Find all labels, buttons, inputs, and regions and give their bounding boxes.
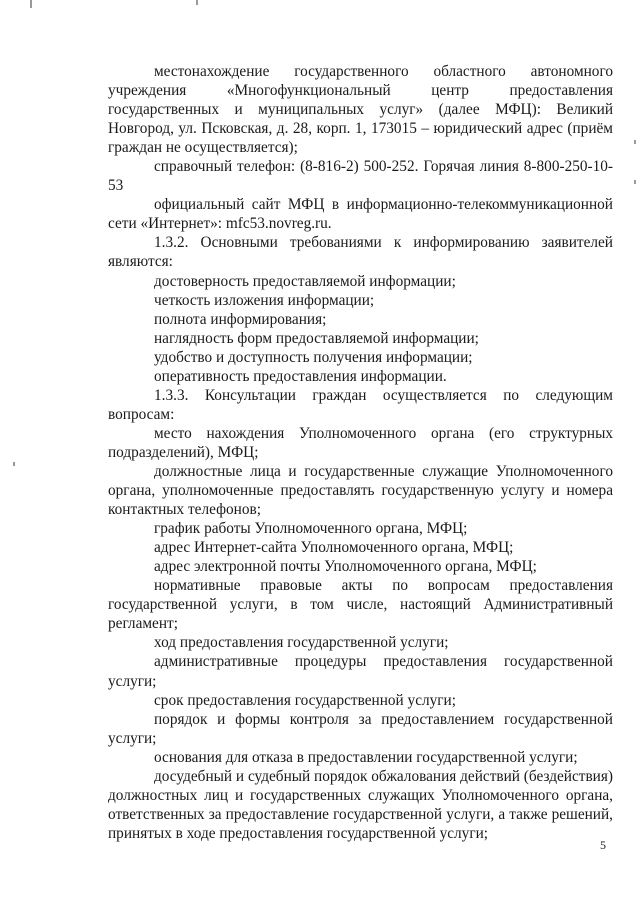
list-item: ход предоставления государственной услуги; [154, 634, 449, 652]
paragraph-website: официальный сайт МФЦ в информационно-телекоммуникационной сети «Интернет»: mfc53.novreg.ru. [108, 196, 613, 233]
list-item: удобство и доступность получения информации; [154, 348, 473, 366]
scan-mark [196, 0, 198, 5]
paragraph-section-1-3-2: 1.3.2. Основными требованиями к информированию заявителей являются: [108, 234, 613, 271]
list-item: досудебный и судебный порядок обжалования действий (бездействия) должностных лиц и государственных служащих Уполномоченного органа, ответственных за предоставление государственной услуги, а также решений, принятых в ходе предоставления государственной услуги; [108, 767, 613, 842]
scan-mark [634, 180, 636, 184]
list-item: порядок и формы контроля за предоставлением государственной услуги; [108, 710, 613, 747]
list-item: срок предоставления государственной услуги; [154, 691, 456, 709]
list-item: место нахождения Уполномоченного органа (его структурных подразделений), МФЦ; [108, 424, 613, 461]
list-item: достоверность предоставляемой информации; [154, 272, 456, 290]
scan-mark [30, 0, 32, 8]
list-item: четкость изложения информации; [154, 291, 375, 309]
scan-mark [13, 462, 15, 466]
list-item: наглядность форм предоставляемой информации; [154, 329, 479, 347]
document-body [108, 62, 613, 843]
list-item: оперативность предоставления информации. [154, 367, 447, 385]
paragraph-section-1-3-3: 1.3.3. Консультации граждан осуществляется по следующим вопросам: [108, 386, 613, 423]
list-item: адрес электронной почты Уполномоченного органа, МФЦ; [154, 558, 537, 576]
list-item: нормативные правовые акты по вопросам предоставления государственной услуги, в том числе, настоящий Административный регламент; [108, 577, 613, 633]
paragraph-phone: справочный телефон: (8-816-2) 500-252. Горячая линия 8-800-250-10-53 [108, 158, 613, 195]
list-item: административные процедуры предоставления государственной услуги; [108, 653, 613, 690]
list-item: основания для отказа в предоставлении государственной услуги; [154, 748, 578, 766]
list-item: полнота информирования; [154, 310, 327, 328]
scan-mark [634, 140, 636, 144]
list-item: график работы Уполномоченного органа, МФЦ; [154, 520, 468, 538]
list-item: адрес Интернет-сайта Уполномоченного органа, МФЦ; [154, 539, 514, 557]
list-item: должностные лица и государственные служащие Уполномоченного органа, уполномоченные предоставлять государственную услугу и номера контактных телефонов; [108, 462, 613, 519]
page-number: 5 [600, 838, 606, 852]
paragraph-mfc-location: местонахождение государственного областного автономного учреждения «Многофункциональный центр предоставления государственных и муниципальных услуг» (далее МФЦ): Великий Новгород, ул. Псковская, д. 28, корп. 1, 173015 – юридический адрес (приём граждан не осуществляется); [108, 63, 613, 157]
